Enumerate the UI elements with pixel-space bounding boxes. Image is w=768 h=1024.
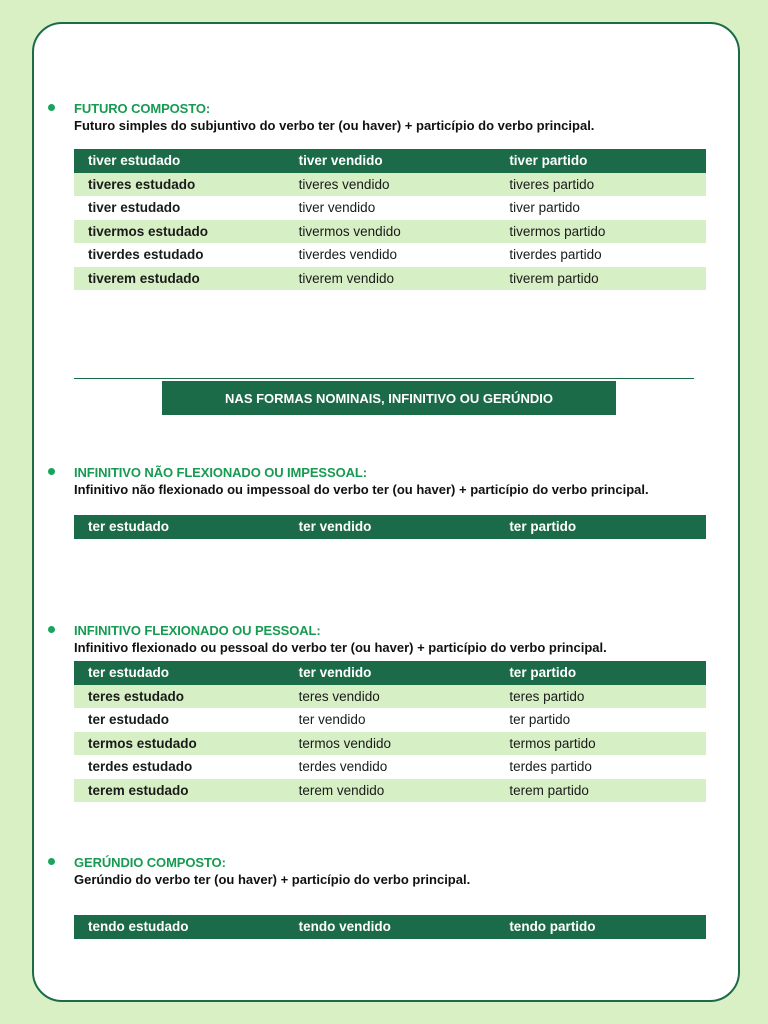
bullet-icon [48, 626, 55, 633]
section-title: GERÚNDIO COMPOSTO: [74, 855, 226, 870]
table-row [74, 661, 706, 685]
section-heading [74, 464, 714, 499]
table-cell: tiveres partido [495, 173, 706, 197]
table-cell: terdes vendido [285, 755, 496, 779]
table-cell: tiver estudado [74, 196, 285, 220]
table-cell: tiverem vendido [285, 267, 496, 291]
conjugation-table [74, 661, 706, 802]
table-row [74, 173, 706, 197]
table-cell: termos estudado [74, 732, 285, 756]
section-title: INFINITIVO FLEXIONADO OU PESSOAL: [74, 623, 321, 638]
table-cell: teres vendido [285, 685, 496, 709]
table-cell: terdes estudado [74, 755, 285, 779]
table-cell: tiverem partido [495, 267, 706, 291]
table-row [74, 708, 706, 732]
table-cell: tiver partido [495, 196, 706, 220]
table-cell: ter vendido [285, 661, 496, 685]
table-row [74, 915, 706, 939]
table-row [74, 196, 706, 220]
table-cell: ter partido [495, 515, 706, 539]
section-heading [74, 100, 714, 135]
table-cell: tiverem estudado [74, 267, 285, 291]
table-row [74, 685, 706, 709]
table-row [74, 515, 706, 539]
conjugation-table [74, 915, 706, 939]
table-cell: tivermos estudado [74, 220, 285, 244]
section-title: INFINITIVO NÃO FLEXIONADO OU IMPESSOAL: [74, 465, 367, 480]
conjugation-table [74, 149, 706, 290]
table-row [74, 732, 706, 756]
section-description: Futuro simples do subjuntivo do verbo ter (ou haver) + particípio do verbo principal. [74, 118, 595, 133]
table-cell: ter partido [495, 661, 706, 685]
table-cell: tiverdes estudado [74, 243, 285, 267]
table-row [74, 149, 706, 173]
table-cell: teres partido [495, 685, 706, 709]
table-cell: tendo partido [495, 915, 706, 939]
bullet-icon [48, 468, 55, 475]
table-cell: tiveres estudado [74, 173, 285, 197]
section-heading [74, 854, 714, 889]
conjugation-table [74, 515, 706, 539]
table-cell: ter vendido [285, 708, 496, 732]
table-cell: tiverdes partido [495, 243, 706, 267]
table-cell: tiveres vendido [285, 173, 496, 197]
section-title: FUTURO COMPOSTO: [74, 101, 211, 116]
table-cell: terem estudado [74, 779, 285, 803]
table-cell: tiver vendido [285, 196, 496, 220]
section-infinitivo-impessoal [74, 464, 714, 539]
table-cell: ter estudado [74, 708, 285, 732]
table-cell: terem vendido [285, 779, 496, 803]
table-cell: teres estudado [74, 685, 285, 709]
table-row [74, 755, 706, 779]
table-row [74, 779, 706, 803]
table-cell: ter vendido [285, 515, 496, 539]
table-cell: ter estudado [74, 515, 285, 539]
table-row [74, 243, 706, 267]
bullet-icon [48, 104, 55, 111]
section-gerundio-composto [74, 854, 714, 939]
table-row [74, 267, 706, 291]
content-card [32, 22, 740, 1002]
section-description: Gerúndio do verbo ter (ou haver) + particípio do verbo principal. [74, 872, 471, 887]
section-description: Infinitivo não flexionado ou impessoal do verbo ter (ou haver) + particípio do verbo principal. [74, 482, 649, 497]
table-cell: tiver vendido [285, 149, 496, 173]
section-futuro-composto [74, 100, 714, 290]
table-cell: termos vendido [285, 732, 496, 756]
table-cell: ter estudado [74, 661, 285, 685]
table-cell: terem partido [495, 779, 706, 803]
divider-line [74, 378, 694, 379]
table-cell: tendo vendido [285, 915, 496, 939]
section-description: Infinitivo flexionado ou pessoal do verbo ter (ou haver) + particípio do verbo principal. [74, 640, 607, 655]
section-infinitivo-pessoal [74, 622, 714, 802]
table-cell: tiver partido [495, 149, 706, 173]
table-cell: terdes partido [495, 755, 706, 779]
table-row [74, 220, 706, 244]
table-cell: tiverdes vendido [285, 243, 496, 267]
section-heading [74, 622, 714, 657]
table-cell: termos partido [495, 732, 706, 756]
table-cell: ter partido [495, 708, 706, 732]
bullet-icon [48, 858, 55, 865]
section-banner: NAS FORMAS NOMINAIS, INFINITIVO OU GERÚNDIO [162, 381, 616, 415]
table-cell: tivermos partido [495, 220, 706, 244]
table-cell: tiver estudado [74, 149, 285, 173]
table-cell: tendo estudado [74, 915, 285, 939]
table-cell: tivermos vendido [285, 220, 496, 244]
